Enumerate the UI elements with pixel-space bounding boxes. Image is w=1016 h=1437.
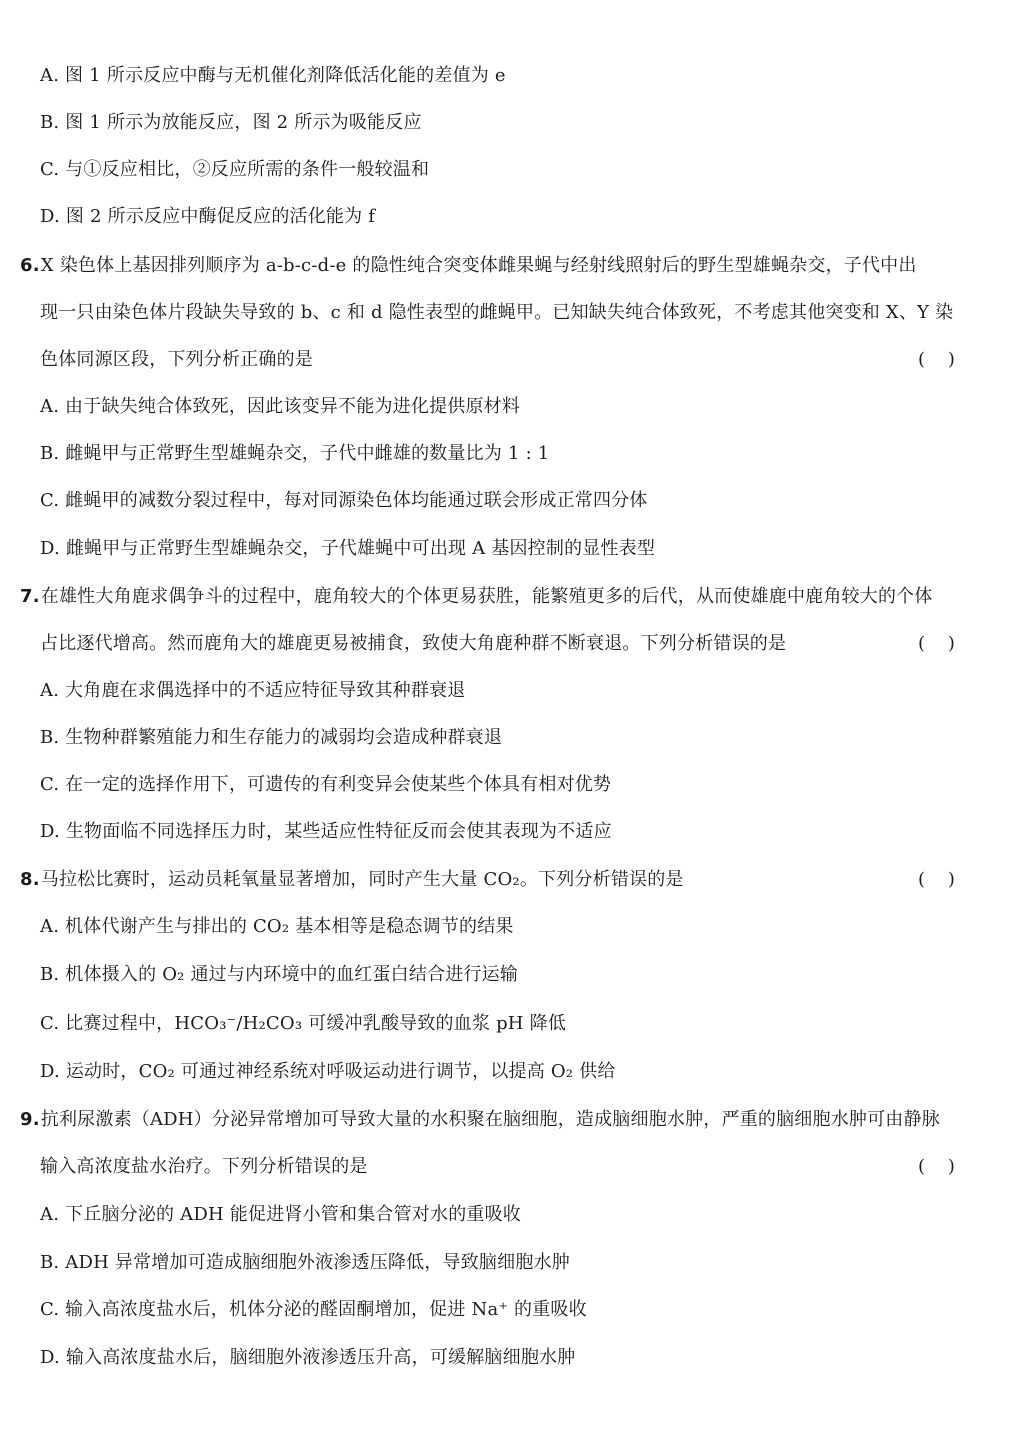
q8-option-d: D. 运动时，CO₂ 可通过神经系统对呼吸运动进行调节，以提高 O₂ 供给 bbox=[40, 1061, 616, 1082]
q7-answer-paren: ( ) bbox=[918, 633, 955, 654]
q6-answer-paren: ( ) bbox=[918, 349, 955, 370]
q7-stem-line-2: 占比逐代增高。然而鹿角大的雄鹿更易被捕食，致使大角鹿种群不断衰退。下列分析错误的是 bbox=[40, 633, 787, 654]
q9-option-d: D. 输入高浓度盐水后，脑细胞外液渗透压升高，可缓解脑细胞水肿 bbox=[40, 1347, 576, 1368]
q7-option-d: D. 生物面临不同选择压力时，某些适应性特征反而会使其表现为不适应 bbox=[40, 821, 612, 842]
q7-number: 7. bbox=[20, 586, 40, 607]
q6-number: 6. bbox=[20, 255, 40, 276]
q5-option-a: A. 图 1 所示反应中酶与无机催化剂降低活化能的差值为 e bbox=[40, 65, 506, 86]
q6-option-a: A. 由于缺失纯合体致死，因此该变异不能为进化提供原材料 bbox=[40, 396, 521, 417]
q9-answer-paren: ( ) bbox=[918, 1156, 955, 1177]
q6-option-b: B. 雌蝇甲与正常野生型雄蝇杂交，子代中雌雄的数量比为 1 : 1 bbox=[40, 443, 550, 464]
q5-option-b: B. 图 1 所示为放能反应，图 2 所示为吸能反应 bbox=[40, 112, 422, 133]
q7-option-b: B. 生物种群繁殖能力和生存能力的减弱均会造成种群衰退 bbox=[40, 727, 503, 748]
q7-stem-text-1: 在雄性大角鹿求偶争斗的过程中，鹿角较大的个体更易获胜，能繁殖更多的后代，从而使雄鹿中鹿角较大的个体 bbox=[40, 586, 933, 607]
q7-stem-line-1 bbox=[20, 582, 933, 612]
q6-option-d: D. 雌蝇甲与正常野生型雄蝇杂交，子代雄蝇中可出现 A 基因控制的显性表型 bbox=[40, 538, 656, 559]
q9-option-b: B. ADH 异常增加可造成脑细胞外液渗透压降低，导致脑细胞水肿 bbox=[40, 1252, 570, 1273]
q6-stem-line-2: 现一只由染色体片段缺失导致的 b、c 和 d 隐性表型的雌蝇甲。已知缺失纯合体致死，不考虑其他突变和 X、Y 染 bbox=[40, 302, 954, 323]
q8-answer-paren: ( ) bbox=[918, 869, 955, 890]
q6-stem-text-1: X 染色体上基因排列顺序为 a-b-c-d-e 的隐性纯合突变体雌果蝇与经射线照射后的野生型雄蝇杂交，子代中出 bbox=[40, 255, 917, 276]
q9-stem-line-1 bbox=[20, 1105, 940, 1135]
q9-option-a: A. 下丘脑分泌的 ADH 能促进肾小管和集合管对水的重吸收 bbox=[40, 1204, 522, 1225]
q7-option-c: C. 在一定的选择作用下，可遗传的有利变异会使某些个体具有相对优势 bbox=[40, 774, 612, 795]
q8-option-b: B. 机体摄入的 O₂ 通过与内环境中的血红蛋白结合进行运输 bbox=[40, 964, 519, 985]
q8-stem-line-1 bbox=[20, 865, 684, 895]
q7-option-a: A. 大角鹿在求偶选择中的不适应特征导致其种群衰退 bbox=[40, 680, 466, 701]
q5-option-c: C. 与①反应相比，②反应所需的条件一般较温和 bbox=[40, 159, 430, 180]
q8-option-c: C. 比赛过程中，HCO₃⁻/H₂CO₃ 可缓冲乳酸导致的血浆 pH 降低 bbox=[40, 1013, 567, 1034]
q8-number: 8. bbox=[20, 869, 40, 890]
q9-stem-line-2: 输入高浓度盐水治疗。下列分析错误的是 bbox=[40, 1156, 368, 1177]
q6-stem-line-1 bbox=[20, 251, 917, 281]
q6-option-c: C. 雌蝇甲的减数分裂过程中，每对同源染色体均能通过联会形成正常四分体 bbox=[40, 490, 648, 511]
q9-option-c: C. 输入高浓度盐水后，机体分泌的醛固酮增加，促进 Na⁺ 的重吸收 bbox=[40, 1299, 587, 1320]
q6-stem-line-3: 色体同源区段，下列分析正确的是 bbox=[40, 349, 313, 370]
q8-stem-text-1: 马拉松比赛时，运动员耗氧量显著增加，同时产生大量 CO₂。下列分析错误的是 bbox=[40, 869, 684, 890]
q9-stem-text-1: 抗利尿激素（ADH）分泌异常增加可导致大量的水积聚在脑细胞，造成脑细胞水肿，严重的脑细胞水肿可由静脉 bbox=[40, 1109, 940, 1130]
q9-number: 9. bbox=[20, 1109, 40, 1130]
q8-option-a: A. 机体代谢产生与排出的 CO₂ 基本相等是稳态调节的结果 bbox=[40, 916, 514, 937]
q5-option-d: D. 图 2 所示反应中酶促反应的活化能为 f bbox=[40, 206, 376, 227]
